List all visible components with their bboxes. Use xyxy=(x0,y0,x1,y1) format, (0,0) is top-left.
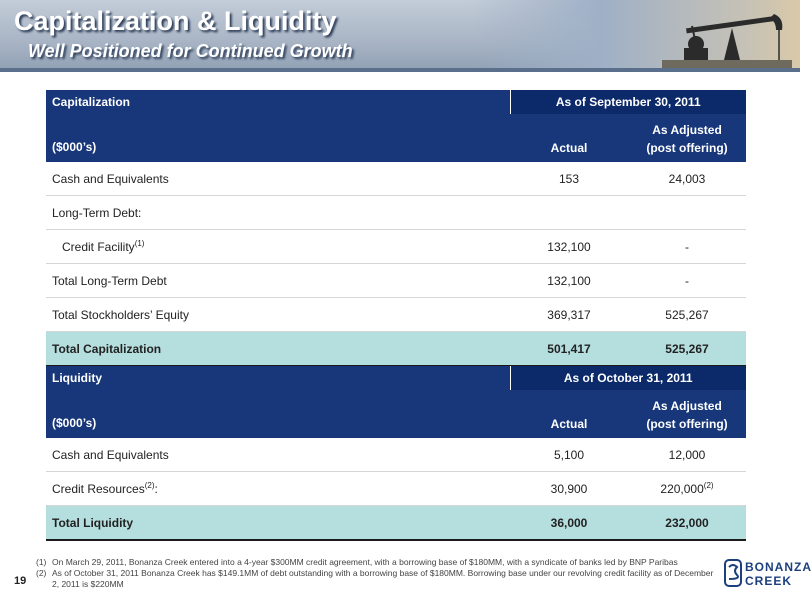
logo-line1: BONANZA xyxy=(745,560,812,574)
capitalization-section-label: Capitalization xyxy=(46,90,510,114)
footnote-2-text: As of October 31, 2011 Bonanza Creek has $149.1MM of debt outstanding with a borrowing base of $180MM. Borrowing base under our revolving credit facility as of December 2, 2011 is $220MM xyxy=(52,568,714,589)
capitalization-header-row xyxy=(46,90,746,114)
row-actual: 153 xyxy=(510,162,628,196)
row-adjusted xyxy=(628,196,746,230)
capitalization-table xyxy=(46,90,746,367)
capitalization-units: ($000’s) xyxy=(46,114,510,162)
total-actual: 36,000 xyxy=(510,506,628,541)
footnote-2-key: (2) xyxy=(36,568,47,578)
table-row xyxy=(46,230,746,264)
row-adjusted xyxy=(628,472,746,506)
page-subtitle: Well Positioned for Continued Growth xyxy=(28,41,353,61)
row-label-text: Credit Resources xyxy=(52,482,145,496)
capitalization-col-adjusted-line2: (post offering) xyxy=(646,141,728,155)
row-actual: 369,317 xyxy=(510,298,628,332)
liquidity-col-adjusted-line2: (post offering) xyxy=(646,417,728,431)
total-row xyxy=(46,332,746,367)
row-label: Cash and Equivalents xyxy=(46,162,510,196)
capitalization-column-header-row xyxy=(46,114,746,162)
table-row xyxy=(46,298,746,332)
pumpjack-icon xyxy=(662,4,792,68)
liquidity-col-adjusted xyxy=(628,390,746,438)
table-row xyxy=(46,162,746,196)
total-adjusted: 232,000 xyxy=(628,506,746,541)
liquidity-column-header-row xyxy=(46,390,746,438)
row-label: Long-Term Debt: xyxy=(46,196,510,230)
header-banner xyxy=(0,0,800,72)
page-number: 19 xyxy=(14,575,27,587)
row-label xyxy=(46,230,510,264)
total-label: Total Liquidity xyxy=(46,506,510,541)
logo-mark-icon xyxy=(724,559,742,587)
header-rule xyxy=(0,68,800,72)
row-actual: 5,100 xyxy=(510,438,628,472)
row-actual xyxy=(510,196,628,230)
footnote-1 xyxy=(36,557,716,568)
liquidity-col-actual: Actual xyxy=(510,390,628,438)
liquidity-header-row xyxy=(46,366,746,390)
table-row xyxy=(46,472,746,506)
row-actual: 132,100 xyxy=(510,264,628,298)
total-label: Total Capitalization xyxy=(46,332,510,367)
capitalization-col-adjusted-line1: As Adjusted xyxy=(652,123,722,137)
footnotes xyxy=(36,557,716,590)
row-adjusted: 12,000 xyxy=(628,438,746,472)
footnote-ref: (1) xyxy=(134,239,145,248)
row-actual: 30,900 xyxy=(510,472,628,506)
capitalization-col-adjusted xyxy=(628,114,746,162)
row-adjusted-value: 220,000 xyxy=(660,482,704,496)
capitalization-col-actual: Actual xyxy=(510,114,628,162)
row-label: Total Stockholders’ Equity xyxy=(46,298,510,332)
liquidity-table xyxy=(46,366,746,541)
table-row xyxy=(46,438,746,472)
liquidity-section-label: Liquidity xyxy=(46,366,510,390)
logo-line2: CREEK xyxy=(745,574,793,588)
row-label: Cash and Equivalents xyxy=(46,438,510,472)
total-row xyxy=(46,506,746,541)
footnote-2 xyxy=(36,568,716,590)
footnote-1-key: (1) xyxy=(36,557,47,567)
footnote-1-text: On March 29, 2011, Bonanza Creek entered into a 4-year $300MM credit agreement, with a borrowing base of $180MM, with a syndicate of banks led by BNP Paribas xyxy=(52,557,678,567)
capitalization-period: As of September 30, 2011 xyxy=(510,90,746,114)
liquidity-period: As of October 31, 2011 xyxy=(510,366,746,390)
footnote-ref: (2) xyxy=(703,481,714,490)
row-label xyxy=(46,472,510,506)
table-row xyxy=(46,264,746,298)
row-label-suffix: : xyxy=(154,482,158,496)
footnote-ref: (2) xyxy=(144,481,155,490)
table-row xyxy=(46,196,746,230)
row-adjusted: 24,003 xyxy=(628,162,746,196)
total-actual: 501,417 xyxy=(510,332,628,367)
row-label: Total Long-Term Debt xyxy=(46,264,510,298)
liquidity-units: ($000’s) xyxy=(46,390,510,438)
page-title: Capitalization & Liquidity xyxy=(14,6,337,36)
bonanza-creek-logo xyxy=(724,557,812,591)
row-adjusted: - xyxy=(628,264,746,298)
row-label-text: Credit Facility xyxy=(62,240,135,254)
liquidity-col-adjusted-line1: As Adjusted xyxy=(652,399,722,413)
row-adjusted: - xyxy=(628,230,746,264)
row-adjusted: 525,267 xyxy=(628,298,746,332)
row-actual: 132,100 xyxy=(510,230,628,264)
total-adjusted: 525,267 xyxy=(628,332,746,367)
